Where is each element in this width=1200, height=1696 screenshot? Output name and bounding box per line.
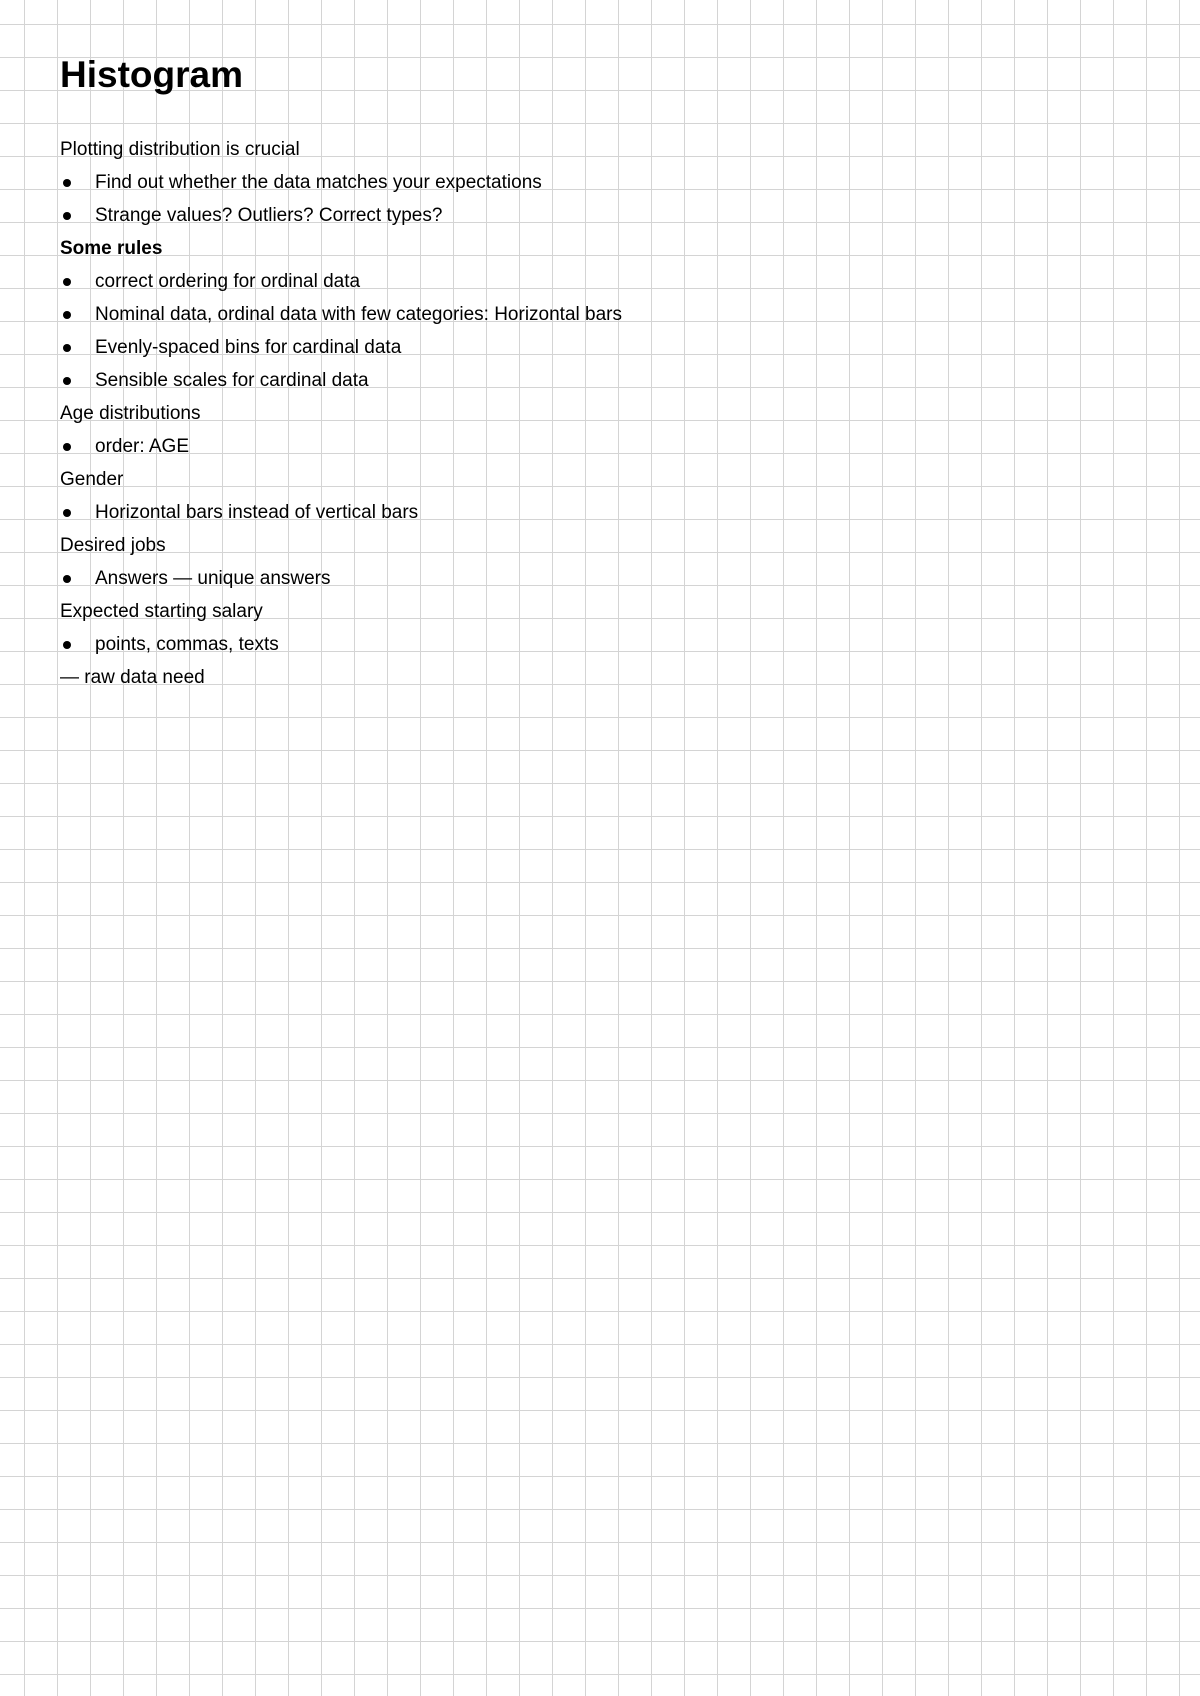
section-heading-age: Age distributions [60, 403, 201, 424]
section-heading-jobs: Desired jobs [60, 535, 166, 556]
bullet-icon [63, 377, 71, 385]
section-heading-plotting: Plotting distribution is crucial [60, 139, 300, 160]
list-item [60, 430, 1140, 463]
bullet-icon [63, 509, 71, 517]
bullet-icon [63, 179, 71, 187]
section-heading-rules: Some rules [60, 238, 163, 259]
list-item-text: Sensible scales for cardinal data [95, 370, 369, 391]
list-item-text: correct ordering for ordinal data [95, 271, 361, 292]
bullet-icon [63, 278, 71, 286]
bullet-icon [63, 344, 71, 352]
list-item [60, 364, 1140, 397]
bullet-icon [63, 641, 71, 649]
list-item-text: Answers — unique answers [95, 568, 331, 589]
salary-note: — raw data need [60, 667, 205, 688]
list-item [60, 265, 1140, 298]
list-item [60, 166, 1140, 199]
list-item [60, 331, 1140, 364]
list-item-text: Strange values? Outliers? Correct types? [95, 205, 443, 226]
section-heading-gender: Gender [60, 469, 124, 490]
list-item-text: order: AGE [95, 436, 189, 457]
list-item-text: Find out whether the data matches your expectations [95, 172, 542, 193]
list-item [60, 496, 1140, 529]
bullet-icon [63, 311, 71, 319]
section-heading-salary: Expected starting salary [60, 601, 263, 622]
list-item-text: Horizontal bars instead of vertical bars [95, 502, 419, 523]
bullet-icon [63, 212, 71, 220]
list-item-text: points, commas, texts [95, 634, 279, 655]
list-item [60, 298, 1140, 331]
list-item [60, 628, 1140, 661]
notes-page [60, 50, 1140, 694]
title-spacer [60, 100, 1140, 133]
list-item-text: Evenly-spaced bins for cardinal data [95, 337, 402, 358]
bullet-icon [63, 575, 71, 583]
page-title: Histogram [60, 54, 243, 95]
bullet-icon [63, 443, 71, 451]
list-item [60, 562, 1140, 595]
list-item-text: Nominal data, ordinal data with few categories: Horizontal bars [95, 304, 622, 325]
list-item [60, 199, 1140, 232]
